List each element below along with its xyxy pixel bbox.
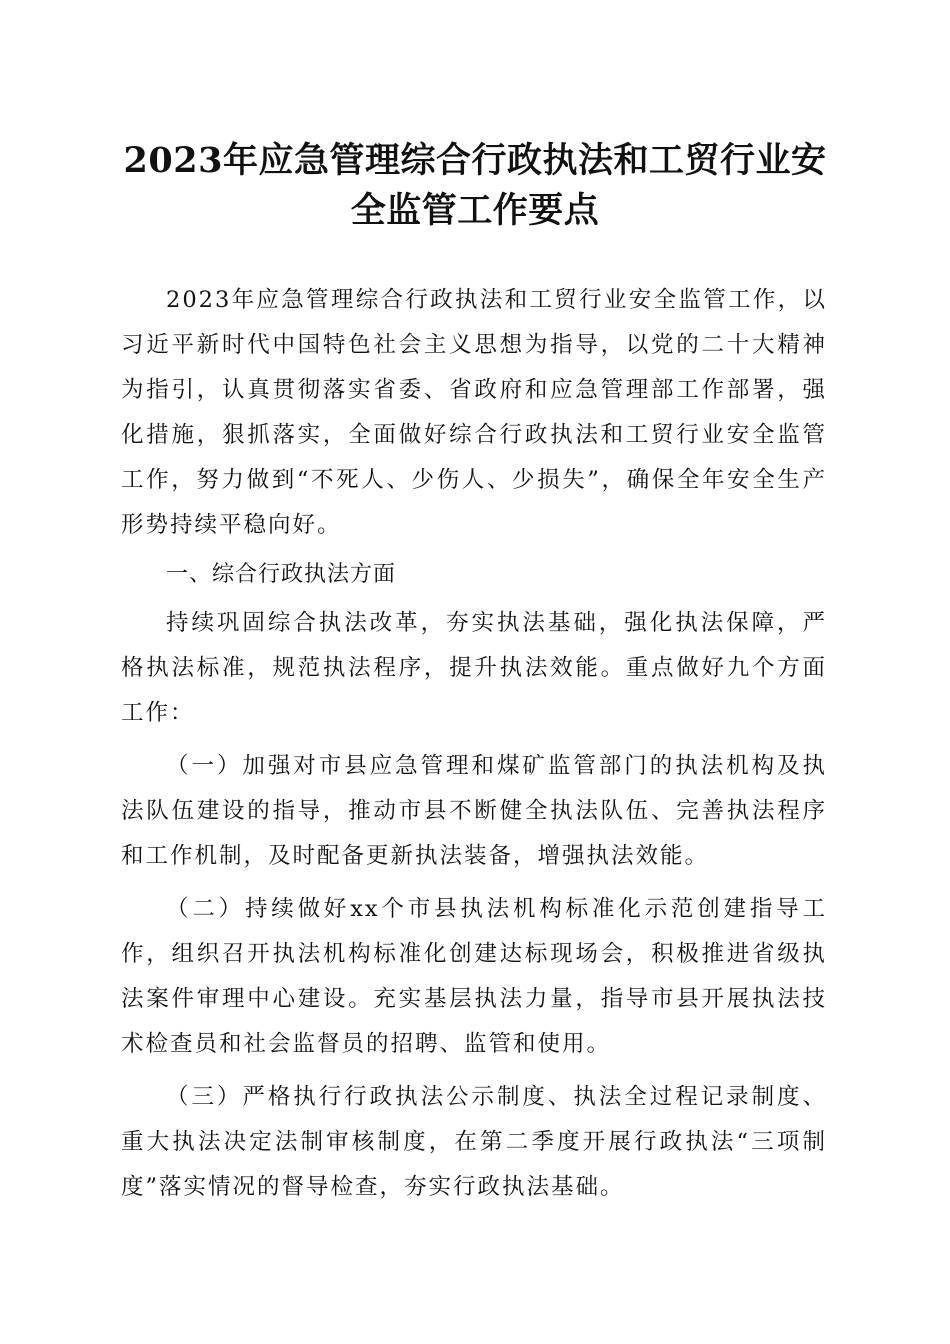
intro-paragraph: 2023年应急管理综合行政执法和工贸行业安全监管工作，以习近平新时代中国特色社会主义思想为指导，以党的二十大精神为指引，认真贯彻落实省委、省政府和应急管理部工作部署，强化措施，狠抓落实，全面做好综合行政执法和工贸行业安全监管工作，努力做到“不死人、少伤人、少损失”，确保全年安全生产形势持续平稳向好。 [121,287,827,538]
document-title [120,136,830,236]
item-paragraph-1: （一）加强对市县应急管理和煤矿监管部门的执法机构及执法队伍建设的指导，推动市县不断健全执法队伍、完善执法程序和工作机制，及时配备更新执法装备，增强执法效能。 [121,753,827,869]
section-heading: 一、综合行政执法方面 [166,562,397,587]
item-paragraph-2: （二）持续做好xx个市县执法机构标准化示范创建指导工作，组织召开执法机构标准化创建达标现场会，积极推进省级执法案件审理中心建设。充实基层执法力量，指导市县开展执法技术检查员和社会监督员的招聘、监管和使用。 [121,896,827,1057]
title-line-2: 全监管工作要点 [350,190,600,231]
item-paragraph-3: （三）严格执行行政执法公示制度、执法全过程记录制度、重大执法决定法制审核制度，在第二季度开展行政执法“三项制度”落实情况的督导检查，夯实行政执法基础。 [121,1084,827,1200]
document-body [121,278,827,1210]
title-line-1: 2023年应急管理综合行政执法和工贸行业安 [123,140,827,181]
section-intro-paragraph: 持续巩固综合执法改革，夯实执法基础，强化执法保障，严格执法标准，规范执法程序，提升执法效能。重点做好九个方面工作： [121,610,827,726]
